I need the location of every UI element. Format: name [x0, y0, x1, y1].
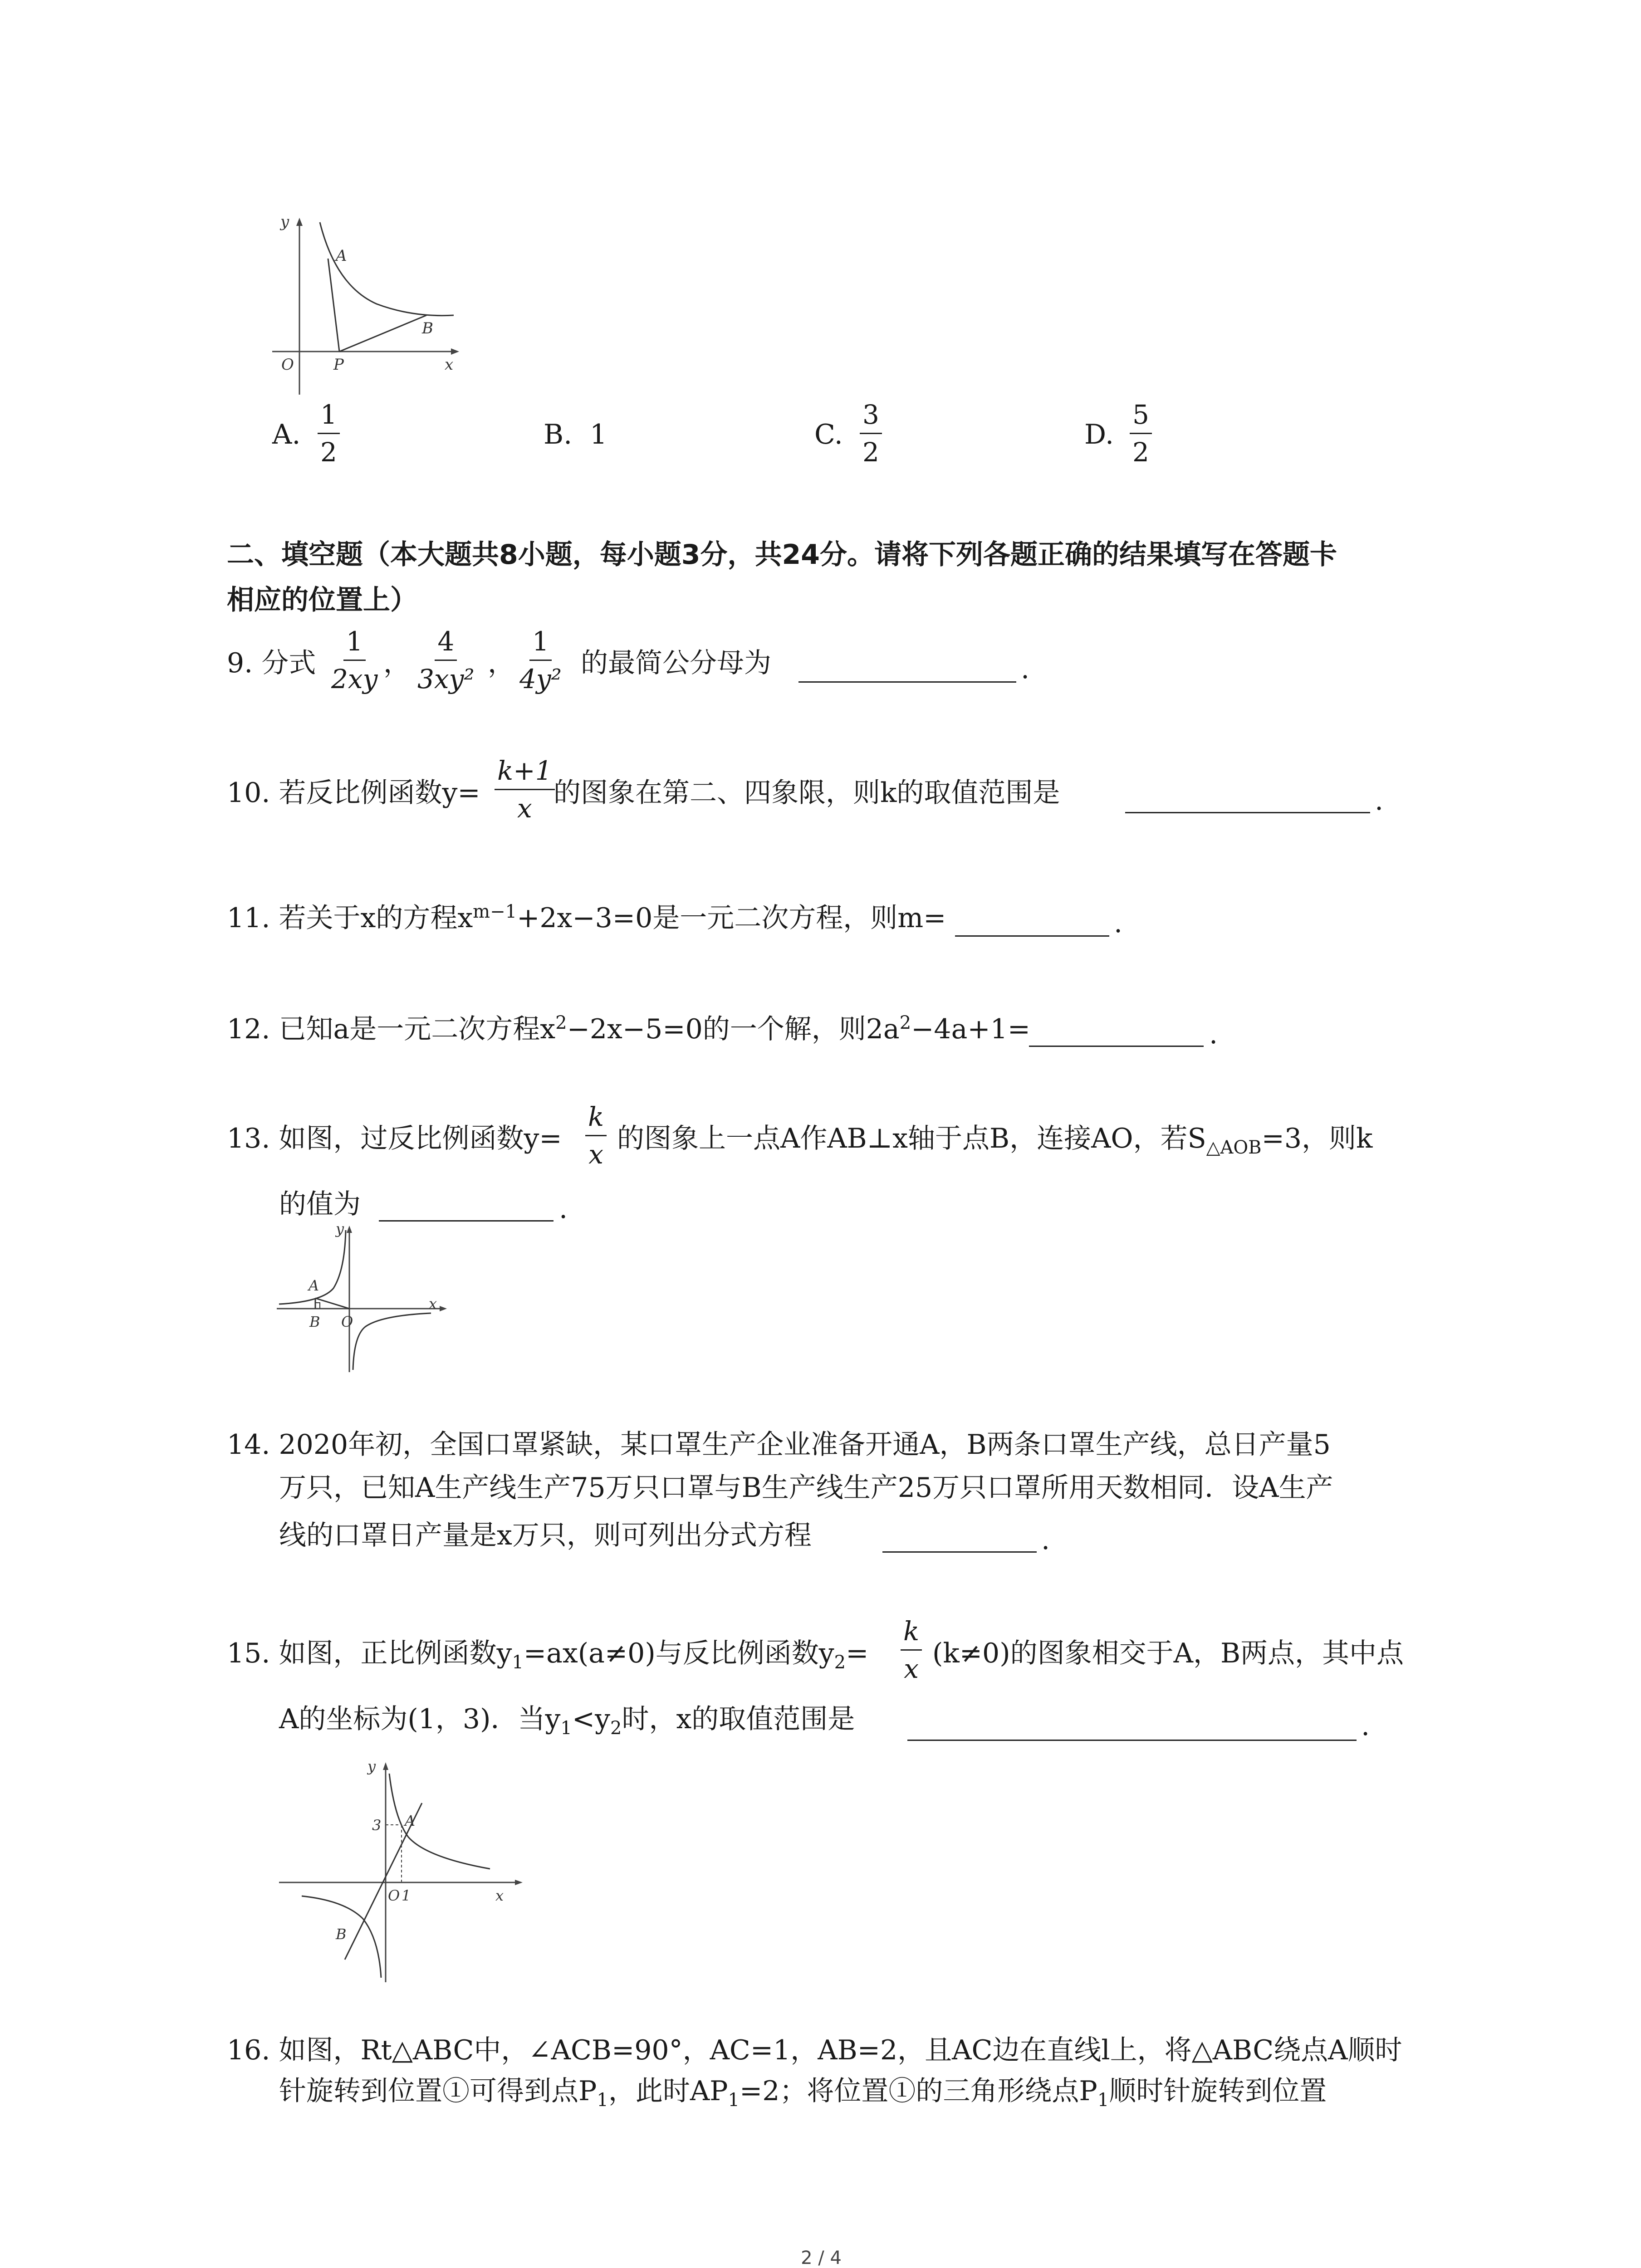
figure-curve-apb [263, 213, 472, 404]
q9-comma-1: ， [383, 647, 411, 679]
option-c-denominator: 2 [862, 437, 879, 468]
q16-line2-b: ，此时AP [608, 2075, 728, 2107]
segment-pb [339, 315, 426, 352]
q15-pre: 15. 如图，正比例函数y [227, 1637, 512, 1669]
q9-f1-num: 1 [343, 626, 366, 661]
segment-pa [328, 259, 339, 352]
fig1-p-label: P [333, 356, 344, 374]
q13-end: . [559, 1193, 568, 1225]
option-b-value: 1 [590, 419, 607, 450]
q9-f1-den: 2xy [331, 664, 378, 694]
fig1-y-label: y [280, 213, 289, 231]
q13-fig-x: x [429, 1295, 437, 1312]
q16-s2: 1 [728, 2090, 740, 2111]
option-a-numerator: 1 [318, 399, 340, 434]
y-axis-arrow [296, 218, 303, 226]
q15-fig-3: 3 [372, 1817, 382, 1834]
q9-f3-num: 1 [529, 626, 552, 661]
q9-comma-2: ， [488, 647, 515, 679]
q15-answer-blank[interactable] [907, 1740, 1357, 1741]
q13-line2: 的值为 [279, 1188, 361, 1220]
q13-sub: △AOB [1206, 1137, 1262, 1158]
option-a-label: A. [272, 419, 301, 450]
q15-end: . [1361, 1710, 1370, 1742]
q13-x-axis-arrow [440, 1306, 447, 1311]
q9-fraction-3 [519, 626, 562, 694]
q10-answer-blank[interactable] [1125, 812, 1370, 813]
q15-den: x [904, 1653, 919, 1684]
option-c-numerator: 3 [860, 399, 882, 434]
q15-s1: 1 [512, 1652, 524, 1673]
section-header-line2: 相应的位置上） [227, 584, 417, 616]
q15-line2 [279, 1703, 855, 1739]
fig1-a-label: A [336, 247, 347, 265]
q15-post: (k≠0)的图象相交于A，B两点，其中点 [932, 1637, 1404, 1669]
q12-sup2: 2 [899, 1012, 911, 1033]
q12-end: . [1209, 1018, 1218, 1050]
q15-line2-b: <y [572, 1703, 611, 1735]
q15-fig-x: x [495, 1887, 504, 1904]
q16-line1: 16. 如图，Rt△ABC中，∠ACB=90°，AC=1，AB=2，且AC边在直线l上，将△ABC绕点A顺时 [227, 2034, 1402, 2066]
option-a-fraction [318, 399, 340, 468]
q15-mid1: =ax(a≠0)与反比例函数y [523, 1637, 834, 1669]
q15-fig-1: 1 [402, 1887, 411, 1904]
q15-line2-c: 时，x的取值范围是 [622, 1703, 855, 1735]
q15-fig-b: B [336, 1926, 347, 1943]
q16-line2-d: 顺时针旋转到位置 [1109, 2075, 1327, 2107]
q10-post: 的图象在第二、四象限，则k的取值范围是 [554, 777, 1060, 809]
q11-end: . [1114, 907, 1123, 939]
q16-line2-a: 针旋转到位置①可得到点P [279, 2075, 597, 2107]
q14-answer-blank[interactable] [882, 1551, 1037, 1553]
q11-text [227, 903, 946, 932]
q13-post [617, 1125, 1372, 1157]
x-axis-arrow [451, 348, 459, 355]
option-c-fraction [860, 399, 882, 468]
q15-x-axis-arrow [515, 1880, 523, 1885]
q10-prefix: 10. 若反比例函数y= [227, 777, 480, 809]
option-c-label: C. [814, 419, 843, 450]
q9-f2-den: 3xy² [417, 664, 475, 694]
q13-den: x [588, 1139, 603, 1170]
q15-s3: 1 [560, 1718, 572, 1739]
q10-fraction [495, 755, 555, 824]
q15-line1-a [227, 1637, 869, 1673]
q14-line3: 线的口罩日产量是x万只，则可列出分式方程 [279, 1520, 812, 1551]
q13-curve-lower-right [353, 1313, 431, 1370]
section-header-line1: 二、填空题（本大题共8小题，每小题3分，共24分。请将下列各题正确的结果填写在答题卡 [227, 539, 1337, 571]
q15-s4: 2 [610, 1718, 622, 1739]
q15-fraction [901, 1616, 922, 1684]
q13-fig-a: A [309, 1277, 319, 1294]
q14-line2: 万只，已知A生产线生产75万只口罩与B生产线生产25万只口罩所用天数相同．设A生产 [279, 1472, 1333, 1504]
option-d-fraction [1130, 399, 1152, 468]
q15-fig-a: A [405, 1812, 416, 1829]
q9-answer-blank[interactable] [798, 681, 1016, 683]
q13-num: k [585, 1101, 607, 1136]
q9-fraction-2 [417, 626, 475, 694]
q12-text-b: −2x−5=0的一个解，则2a [567, 1013, 900, 1045]
q16-line2-c: =2；将位置①的三角形绕点P [739, 2075, 1097, 2107]
q12-answer-blank[interactable] [1029, 1046, 1204, 1047]
q12-text-a: 12. 已知a是一元二次方程x [227, 1013, 556, 1045]
q13-post-a: 的图象上一点A作AB⊥x轴于点B，连接AO，若S [617, 1123, 1206, 1154]
q9-prefix: 9. 分式 [227, 647, 316, 679]
q13-prefix: 13. 如图，过反比例函数y= [227, 1123, 562, 1154]
fig1-o-label: O [281, 356, 294, 374]
option-d-label: D. [1084, 419, 1114, 450]
figure-q15-intersection [272, 1760, 526, 1987]
q15-mid2: = [846, 1637, 869, 1669]
q15-y-axis-arrow [383, 1762, 388, 1770]
option-d-denominator: 2 [1132, 437, 1149, 468]
option-d-numerator: 5 [1130, 399, 1152, 434]
q9-f2-num: 4 [435, 626, 457, 661]
q9-f3-den: 4y² [519, 664, 562, 694]
q9-end: . [1021, 653, 1030, 685]
q9-post: 的最简公分母为 [581, 647, 771, 679]
q10-den: x [517, 793, 532, 824]
q15-fig-y: y [367, 1760, 376, 1775]
q11-text-b: +2x−3=0是一元二次方程，则m= [517, 902, 946, 934]
q16-s3: 1 [1097, 2090, 1109, 2111]
q15-num: k [901, 1616, 922, 1651]
option-a-denominator: 2 [320, 437, 337, 468]
q13-y-axis-arrow [347, 1226, 352, 1233]
q10-end: . [1375, 785, 1384, 816]
q15-fig-o: O [388, 1887, 400, 1904]
q13-fig-o: O [341, 1313, 353, 1330]
q13-segment-ao [315, 1298, 349, 1309]
q14-end: . [1041, 1524, 1050, 1556]
q11-sup: m−1 [473, 901, 517, 922]
q16-line2 [279, 2077, 1327, 2109]
q13-fig-b: B [309, 1313, 320, 1330]
q14-line1: 14. 2020年初，全国口罩紧缺，某口罩生产企业准备开通A，B两条口罩生产线，总日产量5 [227, 1429, 1331, 1461]
q15-line2-a: A的坐标为(1，3)．当y [279, 1703, 561, 1735]
q11-answer-blank[interactable] [955, 935, 1109, 937]
figure-q13-hyperbola [272, 1220, 454, 1374]
q11-text-a: 11. 若关于x的方程x [227, 902, 473, 934]
page-number: 2 / 4 [801, 2248, 842, 2268]
q12-text [227, 1014, 1030, 1043]
q9-fraction-1 [331, 626, 377, 694]
q16-s1: 1 [597, 2090, 608, 2111]
q12-text-c: −4a+1= [911, 1013, 1031, 1045]
option-b-label: B. [544, 419, 573, 450]
q13-fraction [585, 1101, 607, 1170]
fig1-b-label: B [422, 319, 433, 337]
q13-fig-y: y [336, 1220, 344, 1237]
q13-post-b: =3，则k [1261, 1123, 1373, 1154]
q15-s2: 2 [834, 1652, 846, 1673]
fig1-x-label: x [445, 356, 454, 374]
hyperbola-curve [320, 222, 454, 316]
q12-sup1: 2 [555, 1012, 567, 1033]
q10-num: k+1 [495, 755, 555, 790]
